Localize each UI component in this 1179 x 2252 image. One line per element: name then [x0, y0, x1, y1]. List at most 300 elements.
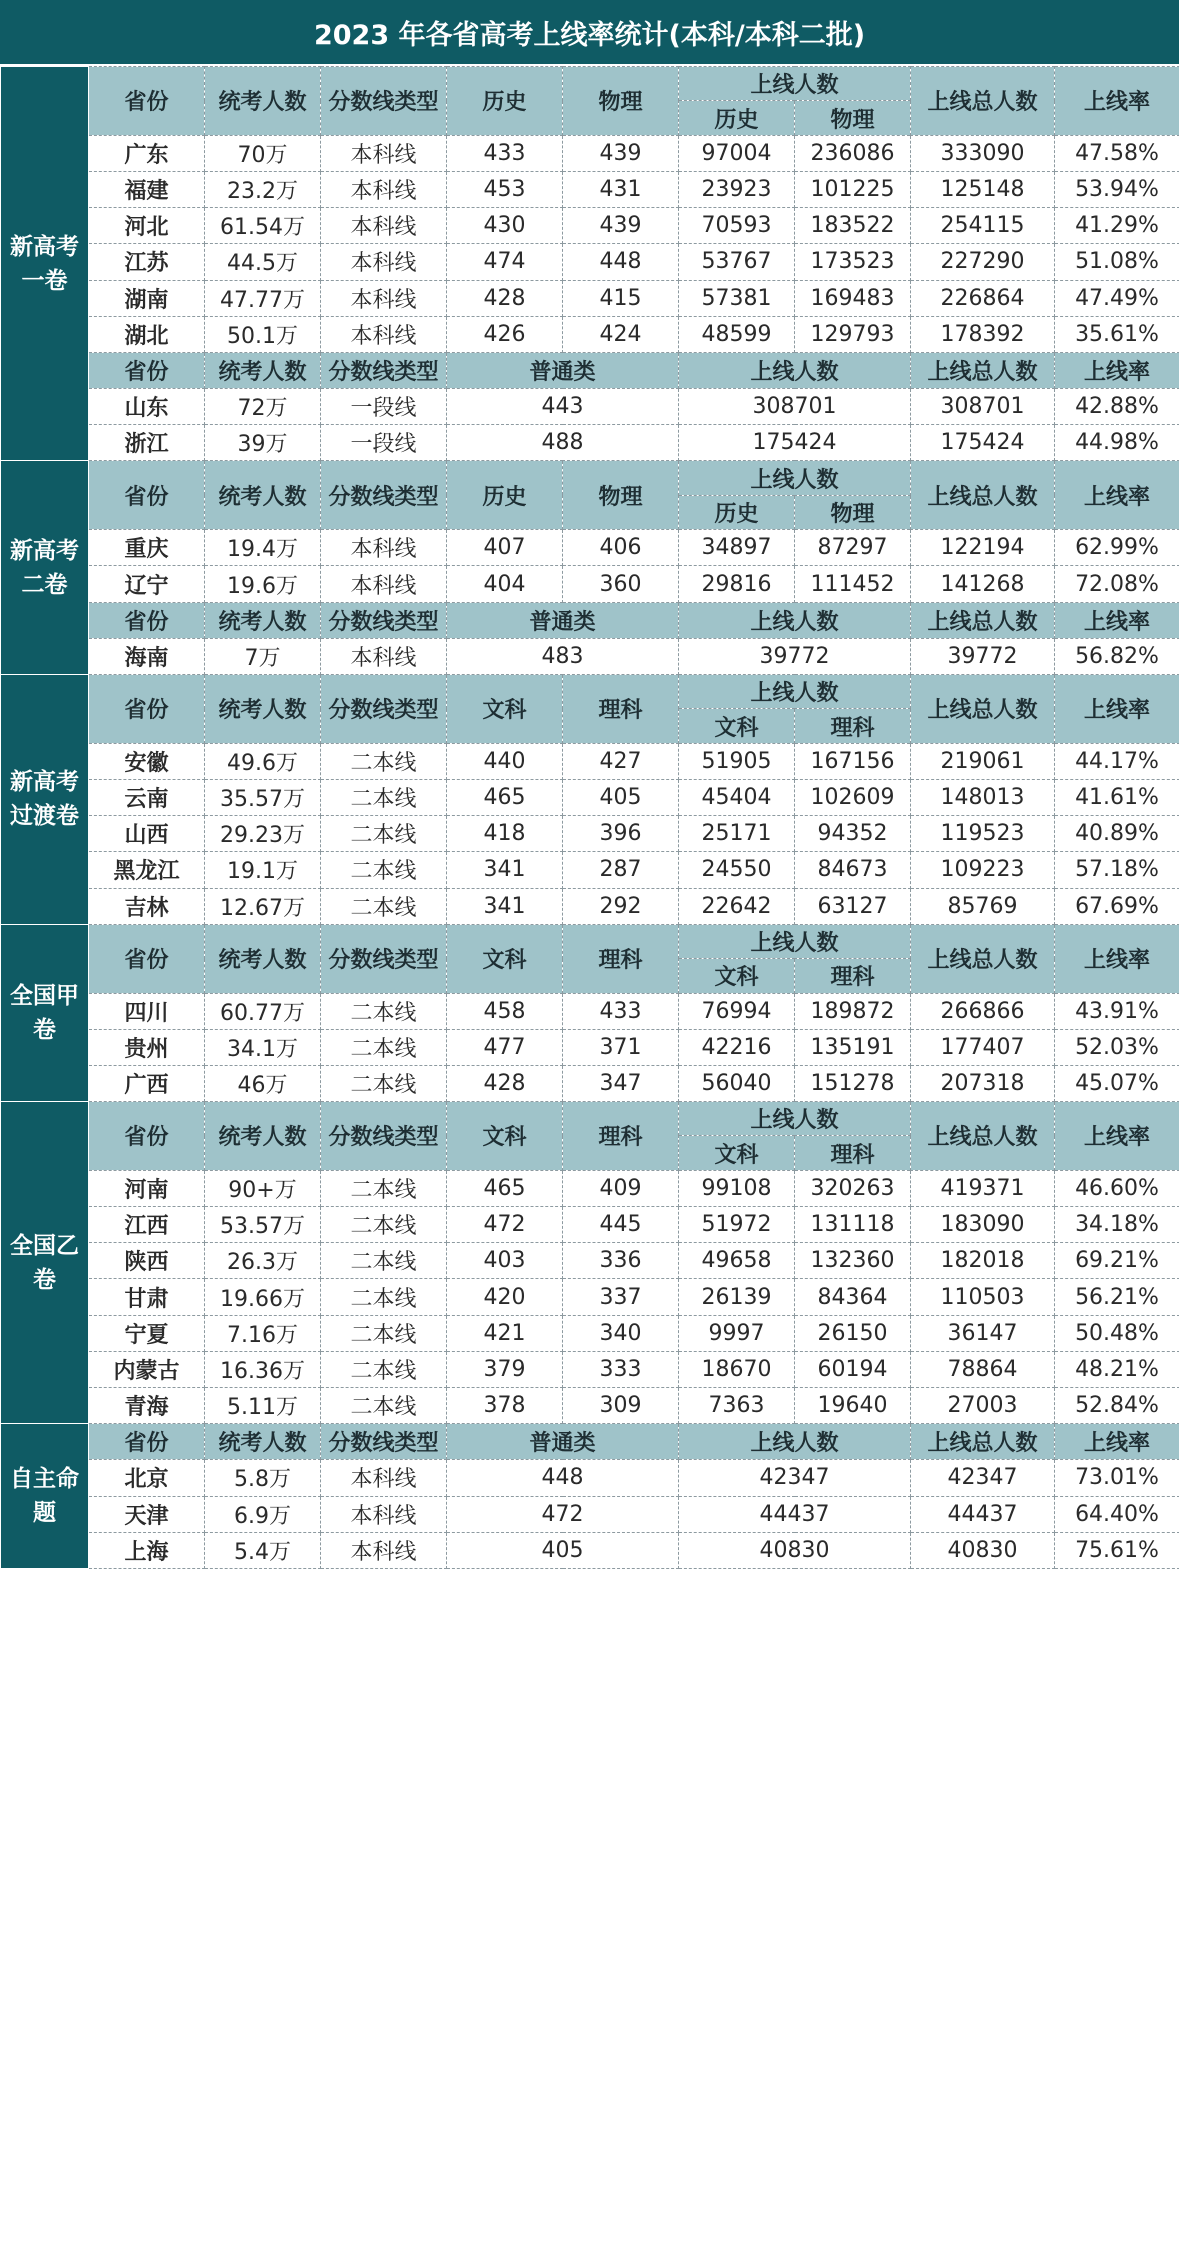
admitted-2-cell: 236086 — [795, 135, 911, 171]
admitted-1-cell: 57381 — [679, 280, 795, 316]
table-row — [1, 389, 1179, 425]
admitted-total-cell: 182018 — [911, 1243, 1055, 1279]
score-2-cell: 427 — [563, 743, 679, 779]
score-1-cell: 341 — [447, 852, 563, 888]
exam-count-cell: 5.11万 — [205, 1387, 321, 1423]
province-cell: 青海 — [89, 1387, 205, 1423]
admitted-2-cell: 189872 — [795, 993, 911, 1029]
exam-count-cell: 47.77万 — [205, 280, 321, 316]
line-type-cell: 二本线 — [321, 1170, 447, 1206]
header-province: 省份 — [89, 67, 205, 136]
admitted-cell: 42347 — [679, 1460, 911, 1496]
admitted-cell: 175424 — [679, 425, 911, 461]
header-exam-count: 统考人数 — [205, 1424, 321, 1460]
table-row — [1, 779, 1179, 815]
rate-cell: 47.58% — [1055, 135, 1179, 171]
admitted-cell: 308701 — [679, 389, 911, 425]
general-score-cell: 483 — [447, 638, 679, 674]
group-name: 自主命题 — [10, 1466, 79, 1527]
exam-count-cell: 5.8万 — [205, 1460, 321, 1496]
admitted-1-cell: 76994 — [679, 993, 795, 1029]
rate-cell: 62.99% — [1055, 530, 1179, 566]
admitted-total-cell: 44437 — [911, 1496, 1055, 1532]
province-cell: 广西 — [89, 1065, 205, 1101]
table-row — [1, 171, 1179, 207]
table-row — [1, 1279, 1179, 1315]
line-type-cell: 一段线 — [321, 425, 447, 461]
admitted-total-cell: 227290 — [911, 244, 1055, 280]
score-2-cell: 336 — [563, 1243, 679, 1279]
score-2-cell: 287 — [563, 852, 679, 888]
header-exam-count: 统考人数 — [205, 602, 321, 638]
header-admitted-total: 上线总人数 — [911, 602, 1055, 638]
rate-cell: 56.82% — [1055, 638, 1179, 674]
rate-cell: 57.18% — [1055, 852, 1179, 888]
header-admitted: 上线人数 — [679, 602, 911, 638]
header-rate: 上线率 — [1055, 924, 1179, 993]
province-cell: 江苏 — [89, 244, 205, 280]
header-general: 普通类 — [447, 1424, 679, 1460]
header-province: 省份 — [89, 602, 205, 638]
header-admitted: 上线人数 — [679, 461, 911, 495]
table-row — [1, 852, 1179, 888]
admitted-2-cell: 151278 — [795, 1065, 911, 1101]
table-row — [1, 1532, 1179, 1568]
score-2-cell: 406 — [563, 530, 679, 566]
table-row — [1, 530, 1179, 566]
admitted-1-cell: 22642 — [679, 888, 795, 924]
exam-count-cell: 5.4万 — [205, 1532, 321, 1568]
province-cell: 湖南 — [89, 280, 205, 316]
header-exam-count: 统考人数 — [205, 67, 321, 136]
table-row — [1, 135, 1179, 171]
admitted-total-cell: 333090 — [911, 135, 1055, 171]
admitted-1-cell: 24550 — [679, 852, 795, 888]
score-1-cell: 477 — [447, 1029, 563, 1065]
rate-cell: 44.98% — [1055, 425, 1179, 461]
rate-cell: 75.61% — [1055, 1532, 1179, 1568]
group-name: 新高考二卷 — [10, 537, 79, 598]
header-row — [1, 1102, 1179, 1136]
admitted-1-cell: 26139 — [679, 1279, 795, 1315]
score-1-cell: 426 — [447, 316, 563, 352]
admission-rate-table — [0, 66, 1179, 1569]
exam-count-cell: 7.16万 — [205, 1315, 321, 1351]
header-admitted-2: 理科 — [795, 709, 911, 743]
header-province: 省份 — [89, 1424, 205, 1460]
score-1-cell: 421 — [447, 1315, 563, 1351]
admitted-2-cell: 183522 — [795, 208, 911, 244]
score-2-cell: 433 — [563, 993, 679, 1029]
province-cell: 宁夏 — [89, 1315, 205, 1351]
table-row — [1, 1387, 1179, 1423]
admitted-2-cell: 169483 — [795, 280, 911, 316]
header-province: 省份 — [89, 352, 205, 388]
header-admitted-2: 物理 — [795, 495, 911, 529]
header-province: 省份 — [89, 1102, 205, 1171]
admitted-1-cell: 97004 — [679, 135, 795, 171]
province-cell: 贵州 — [89, 1029, 205, 1065]
admitted-2-cell: 131118 — [795, 1207, 911, 1243]
rate-cell: 73.01% — [1055, 1460, 1179, 1496]
exam-count-cell: 23.2万 — [205, 171, 321, 207]
header-rate: 上线率 — [1055, 461, 1179, 530]
admitted-1-cell: 51905 — [679, 743, 795, 779]
score-1-cell: 404 — [447, 566, 563, 602]
score-1-cell: 433 — [447, 135, 563, 171]
admitted-total-cell: 183090 — [911, 1207, 1055, 1243]
line-type-cell: 二本线 — [321, 888, 447, 924]
header-rate: 上线率 — [1055, 602, 1179, 638]
admitted-total-cell: 40830 — [911, 1532, 1055, 1568]
admitted-2-cell: 173523 — [795, 244, 911, 280]
exam-count-cell: 39万 — [205, 425, 321, 461]
exam-count-cell: 61.54万 — [205, 208, 321, 244]
header-exam-count: 统考人数 — [205, 352, 321, 388]
header-admitted: 上线人数 — [679, 675, 911, 709]
score-1-cell: 440 — [447, 743, 563, 779]
line-type-cell: 二本线 — [321, 1207, 447, 1243]
table-row — [1, 1496, 1179, 1532]
header-admitted-total: 上线总人数 — [911, 675, 1055, 744]
exam-count-cell: 34.1万 — [205, 1029, 321, 1065]
header-admitted-1: 文科 — [679, 1136, 795, 1170]
admitted-1-cell: 99108 — [679, 1170, 795, 1206]
group-name: 全国甲卷 — [10, 982, 79, 1043]
group-label — [1, 675, 89, 925]
province-cell: 浙江 — [89, 425, 205, 461]
admitted-2-cell: 101225 — [795, 171, 911, 207]
admitted-1-cell: 45404 — [679, 779, 795, 815]
table-row — [1, 316, 1179, 352]
exam-count-cell: 19.1万 — [205, 852, 321, 888]
exam-count-cell: 53.57万 — [205, 1207, 321, 1243]
admitted-total-cell: 219061 — [911, 743, 1055, 779]
score-2-cell: 448 — [563, 244, 679, 280]
header-admitted-2: 物理 — [795, 101, 911, 135]
province-cell: 辽宁 — [89, 566, 205, 602]
group-label — [1, 1424, 89, 1569]
line-type-cell: 本科线 — [321, 1460, 447, 1496]
table-row — [1, 638, 1179, 674]
score-2-cell: 337 — [563, 1279, 679, 1315]
header-general: 普通类 — [447, 352, 679, 388]
admitted-total-cell: 109223 — [911, 852, 1055, 888]
score-2-cell: 292 — [563, 888, 679, 924]
admitted-total-cell: 85769 — [911, 888, 1055, 924]
admitted-cell: 39772 — [679, 638, 911, 674]
line-type-cell: 本科线 — [321, 638, 447, 674]
score-1-cell: 453 — [447, 171, 563, 207]
header-line-type: 分数线类型 — [321, 924, 447, 993]
admitted-total-cell: 308701 — [911, 389, 1055, 425]
exam-count-cell: 72万 — [205, 389, 321, 425]
rate-cell: 42.88% — [1055, 389, 1179, 425]
group-name: 新高考过渡卷 — [10, 769, 79, 830]
header-score-2: 理科 — [563, 924, 679, 993]
province-cell: 黑龙江 — [89, 852, 205, 888]
table-row — [1, 1460, 1179, 1496]
table-row — [1, 425, 1179, 461]
province-cell: 安徽 — [89, 743, 205, 779]
province-cell: 广东 — [89, 135, 205, 171]
header-admitted-total: 上线总人数 — [911, 1424, 1055, 1460]
province-cell: 四川 — [89, 993, 205, 1029]
rate-cell: 53.94% — [1055, 171, 1179, 207]
line-type-cell: 二本线 — [321, 993, 447, 1029]
table-row — [1, 280, 1179, 316]
admitted-1-cell: 34897 — [679, 530, 795, 566]
table-row — [1, 1243, 1179, 1279]
admitted-total-cell: 39772 — [911, 638, 1055, 674]
header-admitted-1: 历史 — [679, 101, 795, 135]
score-2-cell: 347 — [563, 1065, 679, 1101]
province-cell: 吉林 — [89, 888, 205, 924]
admitted-2-cell: 135191 — [795, 1029, 911, 1065]
admitted-2-cell: 63127 — [795, 888, 911, 924]
admitted-1-cell: 23923 — [679, 171, 795, 207]
score-1-cell: 472 — [447, 1207, 563, 1243]
score-2-cell: 439 — [563, 135, 679, 171]
admitted-2-cell: 84673 — [795, 852, 911, 888]
rate-cell: 44.17% — [1055, 743, 1179, 779]
score-2-cell: 409 — [563, 1170, 679, 1206]
header-score-2: 物理 — [563, 461, 679, 530]
line-type-cell: 本科线 — [321, 135, 447, 171]
exam-count-cell: 46万 — [205, 1065, 321, 1101]
admitted-total-cell: 119523 — [911, 816, 1055, 852]
province-cell: 甘肃 — [89, 1279, 205, 1315]
header-line-type: 分数线类型 — [321, 352, 447, 388]
exam-count-cell: 26.3万 — [205, 1243, 321, 1279]
admitted-total-cell: 177407 — [911, 1029, 1055, 1065]
admitted-total-cell: 110503 — [911, 1279, 1055, 1315]
line-type-cell: 本科线 — [321, 280, 447, 316]
score-1-cell: 341 — [447, 888, 563, 924]
province-cell: 山东 — [89, 389, 205, 425]
admitted-1-cell: 70593 — [679, 208, 795, 244]
score-1-cell: 379 — [447, 1351, 563, 1387]
admitted-2-cell: 129793 — [795, 316, 911, 352]
general-score-cell: 472 — [447, 1496, 679, 1532]
admitted-total-cell: 148013 — [911, 779, 1055, 815]
line-type-cell: 二本线 — [321, 1351, 447, 1387]
score-2-cell: 340 — [563, 1315, 679, 1351]
header-score-2: 物理 — [563, 67, 679, 136]
line-type-cell: 二本线 — [321, 852, 447, 888]
admitted-2-cell: 320263 — [795, 1170, 911, 1206]
header-line-type: 分数线类型 — [321, 1102, 447, 1171]
header-admitted-total: 上线总人数 — [911, 461, 1055, 530]
header-rate: 上线率 — [1055, 1102, 1179, 1171]
score-2-cell: 360 — [563, 566, 679, 602]
admitted-1-cell: 7363 — [679, 1387, 795, 1423]
province-cell: 重庆 — [89, 530, 205, 566]
header-admitted: 上线人数 — [679, 67, 911, 101]
rate-cell: 64.40% — [1055, 1496, 1179, 1532]
province-cell: 陕西 — [89, 1243, 205, 1279]
line-type-cell: 二本线 — [321, 1029, 447, 1065]
rate-cell: 67.69% — [1055, 888, 1179, 924]
admitted-1-cell: 53767 — [679, 244, 795, 280]
line-type-cell: 本科线 — [321, 244, 447, 280]
score-2-cell: 396 — [563, 816, 679, 852]
header-row — [1, 67, 1179, 101]
rate-cell: 51.08% — [1055, 244, 1179, 280]
province-cell: 山西 — [89, 816, 205, 852]
admitted-1-cell: 56040 — [679, 1065, 795, 1101]
table-row — [1, 244, 1179, 280]
rate-cell: 48.21% — [1055, 1351, 1179, 1387]
exam-count-cell: 6.9万 — [205, 1496, 321, 1532]
line-type-cell: 二本线 — [321, 1243, 447, 1279]
header-admitted-total: 上线总人数 — [911, 352, 1055, 388]
score-1-cell: 403 — [447, 1243, 563, 1279]
rate-cell: 43.91% — [1055, 993, 1179, 1029]
admitted-cell: 44437 — [679, 1496, 911, 1532]
admitted-total-cell: 27003 — [911, 1387, 1055, 1423]
exam-count-cell: 12.67万 — [205, 888, 321, 924]
rate-cell: 35.61% — [1055, 316, 1179, 352]
header-admitted-2: 理科 — [795, 1136, 911, 1170]
header-row — [1, 1424, 1179, 1460]
province-cell: 湖北 — [89, 316, 205, 352]
admitted-1-cell: 48599 — [679, 316, 795, 352]
score-1-cell: 430 — [447, 208, 563, 244]
score-1-cell: 428 — [447, 1065, 563, 1101]
header-rate: 上线率 — [1055, 67, 1179, 136]
header-exam-count: 统考人数 — [205, 675, 321, 744]
score-2-cell: 415 — [563, 280, 679, 316]
header-score-1: 文科 — [447, 675, 563, 744]
header-rate: 上线率 — [1055, 675, 1179, 744]
score-1-cell: 420 — [447, 1279, 563, 1315]
admitted-1-cell: 29816 — [679, 566, 795, 602]
exam-count-cell: 44.5万 — [205, 244, 321, 280]
province-cell: 河北 — [89, 208, 205, 244]
rate-cell: 50.48% — [1055, 1315, 1179, 1351]
admitted-total-cell: 42347 — [911, 1460, 1055, 1496]
header-admitted: 上线人数 — [679, 1424, 911, 1460]
score-2-cell: 445 — [563, 1207, 679, 1243]
exam-count-cell: 29.23万 — [205, 816, 321, 852]
rate-cell: 69.21% — [1055, 1243, 1179, 1279]
line-type-cell: 二本线 — [321, 816, 447, 852]
header-admitted-total: 上线总人数 — [911, 1102, 1055, 1171]
admitted-total-cell: 178392 — [911, 316, 1055, 352]
admitted-2-cell: 132360 — [795, 1243, 911, 1279]
group-name: 全国乙卷 — [10, 1232, 79, 1293]
admitted-1-cell: 18670 — [679, 1351, 795, 1387]
admitted-total-cell: 122194 — [911, 530, 1055, 566]
province-cell: 天津 — [89, 1496, 205, 1532]
admitted-2-cell: 26150 — [795, 1315, 911, 1351]
header-rate: 上线率 — [1055, 352, 1179, 388]
admitted-total-cell: 226864 — [911, 280, 1055, 316]
rate-cell: 56.21% — [1055, 1279, 1179, 1315]
admitted-cell: 40830 — [679, 1532, 911, 1568]
general-score-cell: 448 — [447, 1460, 679, 1496]
exam-count-cell: 19.4万 — [205, 530, 321, 566]
header-line-type: 分数线类型 — [321, 675, 447, 744]
table-row — [1, 208, 1179, 244]
page-title: 2023 年各省高考上线率统计(本科/本科二批) — [0, 0, 1179, 66]
admitted-total-cell: 254115 — [911, 208, 1055, 244]
exam-count-cell: 19.66万 — [205, 1279, 321, 1315]
line-type-cell: 二本线 — [321, 1387, 447, 1423]
exam-count-cell: 90+万 — [205, 1170, 321, 1206]
score-1-cell: 407 — [447, 530, 563, 566]
header-line-type: 分数线类型 — [321, 461, 447, 530]
admitted-1-cell: 25171 — [679, 816, 795, 852]
admitted-total-cell: 266866 — [911, 993, 1055, 1029]
score-2-cell: 405 — [563, 779, 679, 815]
table-row — [1, 743, 1179, 779]
admitted-total-cell: 78864 — [911, 1351, 1055, 1387]
admitted-2-cell: 19640 — [795, 1387, 911, 1423]
group-name: 新高考一卷 — [10, 233, 79, 294]
line-type-cell: 本科线 — [321, 1496, 447, 1532]
line-type-cell: 本科线 — [321, 171, 447, 207]
header-exam-count: 统考人数 — [205, 1102, 321, 1171]
general-score-cell: 405 — [447, 1532, 679, 1568]
admitted-total-cell: 207318 — [911, 1065, 1055, 1101]
table-row — [1, 1065, 1179, 1101]
exam-count-cell: 35.57万 — [205, 779, 321, 815]
general-score-cell: 488 — [447, 425, 679, 461]
province-cell: 江西 — [89, 1207, 205, 1243]
province-cell: 内蒙古 — [89, 1351, 205, 1387]
group-label — [1, 461, 89, 675]
header-admitted-1: 历史 — [679, 495, 795, 529]
admitted-total-cell: 36147 — [911, 1315, 1055, 1351]
score-1-cell: 418 — [447, 816, 563, 852]
score-2-cell: 424 — [563, 316, 679, 352]
line-type-cell: 本科线 — [321, 208, 447, 244]
line-type-cell: 本科线 — [321, 566, 447, 602]
rate-cell: 34.18% — [1055, 1207, 1179, 1243]
header-general: 普通类 — [447, 602, 679, 638]
score-2-cell: 309 — [563, 1387, 679, 1423]
exam-count-cell: 50.1万 — [205, 316, 321, 352]
header-row — [1, 602, 1179, 638]
header-admitted-total: 上线总人数 — [911, 67, 1055, 136]
line-type-cell: 二本线 — [321, 1065, 447, 1101]
admitted-2-cell: 84364 — [795, 1279, 911, 1315]
admitted-total-cell: 141268 — [911, 566, 1055, 602]
province-cell: 海南 — [89, 638, 205, 674]
table-row — [1, 566, 1179, 602]
table-row — [1, 1207, 1179, 1243]
admitted-2-cell: 94352 — [795, 816, 911, 852]
rate-cell: 46.60% — [1055, 1170, 1179, 1206]
province-cell: 福建 — [89, 171, 205, 207]
header-admitted: 上线人数 — [679, 352, 911, 388]
header-row — [1, 461, 1179, 495]
header-admitted-total: 上线总人数 — [911, 924, 1055, 993]
header-score-1: 文科 — [447, 1102, 563, 1171]
header-exam-count: 统考人数 — [205, 461, 321, 530]
line-type-cell: 一段线 — [321, 389, 447, 425]
admitted-2-cell: 102609 — [795, 779, 911, 815]
line-type-cell: 本科线 — [321, 1532, 447, 1568]
header-score-1: 历史 — [447, 461, 563, 530]
rate-cell: 72.08% — [1055, 566, 1179, 602]
exam-count-cell: 49.6万 — [205, 743, 321, 779]
rate-cell: 52.03% — [1055, 1029, 1179, 1065]
header-exam-count: 统考人数 — [205, 924, 321, 993]
exam-count-cell: 7万 — [205, 638, 321, 674]
